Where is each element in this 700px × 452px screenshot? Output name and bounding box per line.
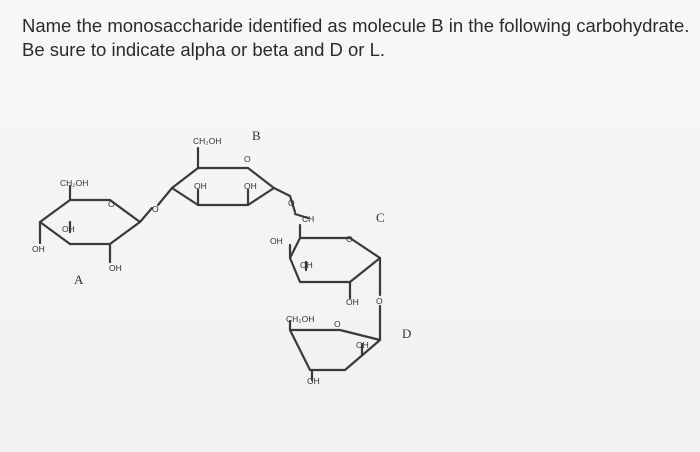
question-line-2: Be sure to indicate alpha or beta and D or L. xyxy=(22,39,386,60)
ring-c-oh-bottom: OH xyxy=(346,297,359,307)
ring-b xyxy=(172,128,308,218)
ring-a-label: A xyxy=(74,272,84,287)
ring-a-oh-left: OH xyxy=(32,244,45,254)
ring-a-oh-bottom: OH xyxy=(109,263,122,273)
ring-a-hexagon xyxy=(40,200,140,244)
ring-d-oh-bottom: OH xyxy=(307,376,320,386)
ring-d-ring-oxygen: O xyxy=(334,319,341,329)
ring-c-ch: CH xyxy=(302,214,315,224)
ring-d-pentagon xyxy=(290,330,380,370)
ring-c-oh-left: OH xyxy=(270,236,283,246)
ring-b-oh-right: OH xyxy=(244,181,257,191)
ring-b-ch2oh: CH₂OH xyxy=(193,136,222,146)
ring-c-ring-oxygen: O xyxy=(346,234,353,244)
ring-b-oh-left: OH xyxy=(194,181,207,191)
question-line-1: Name the monosaccharide identified as molecule B in the following carbohydrate. xyxy=(22,15,690,36)
ring-d-ch2oh: CH₂OH xyxy=(286,314,315,324)
ring-b-ring-oxygen: O xyxy=(244,154,251,164)
ring-d xyxy=(286,314,411,386)
ring-a-link-bond xyxy=(140,208,152,222)
ring-b-c1-bond xyxy=(274,188,290,196)
ring-d-label: D xyxy=(402,326,412,341)
ring-c-link-oxygen: O xyxy=(376,296,383,306)
ring-d-oh-right: OH xyxy=(356,340,369,350)
ring-b-glycosidic-oxygen: O xyxy=(288,198,295,208)
ring-a-ring-oxygen: O xyxy=(108,199,115,209)
ring-c-oh-mid: OH xyxy=(300,260,313,270)
ring-c-label: C xyxy=(376,210,385,225)
ring-a-ch2oh: CH₂OH xyxy=(60,178,89,188)
ring-b-label: B xyxy=(252,128,261,143)
ring-a-ring-b-link xyxy=(158,188,172,205)
ring-b-hexagon xyxy=(172,168,274,205)
ring-a-link-oxygen: O xyxy=(152,204,159,214)
ring-a-oh-top: OH xyxy=(62,224,75,234)
ring-a xyxy=(32,178,172,287)
